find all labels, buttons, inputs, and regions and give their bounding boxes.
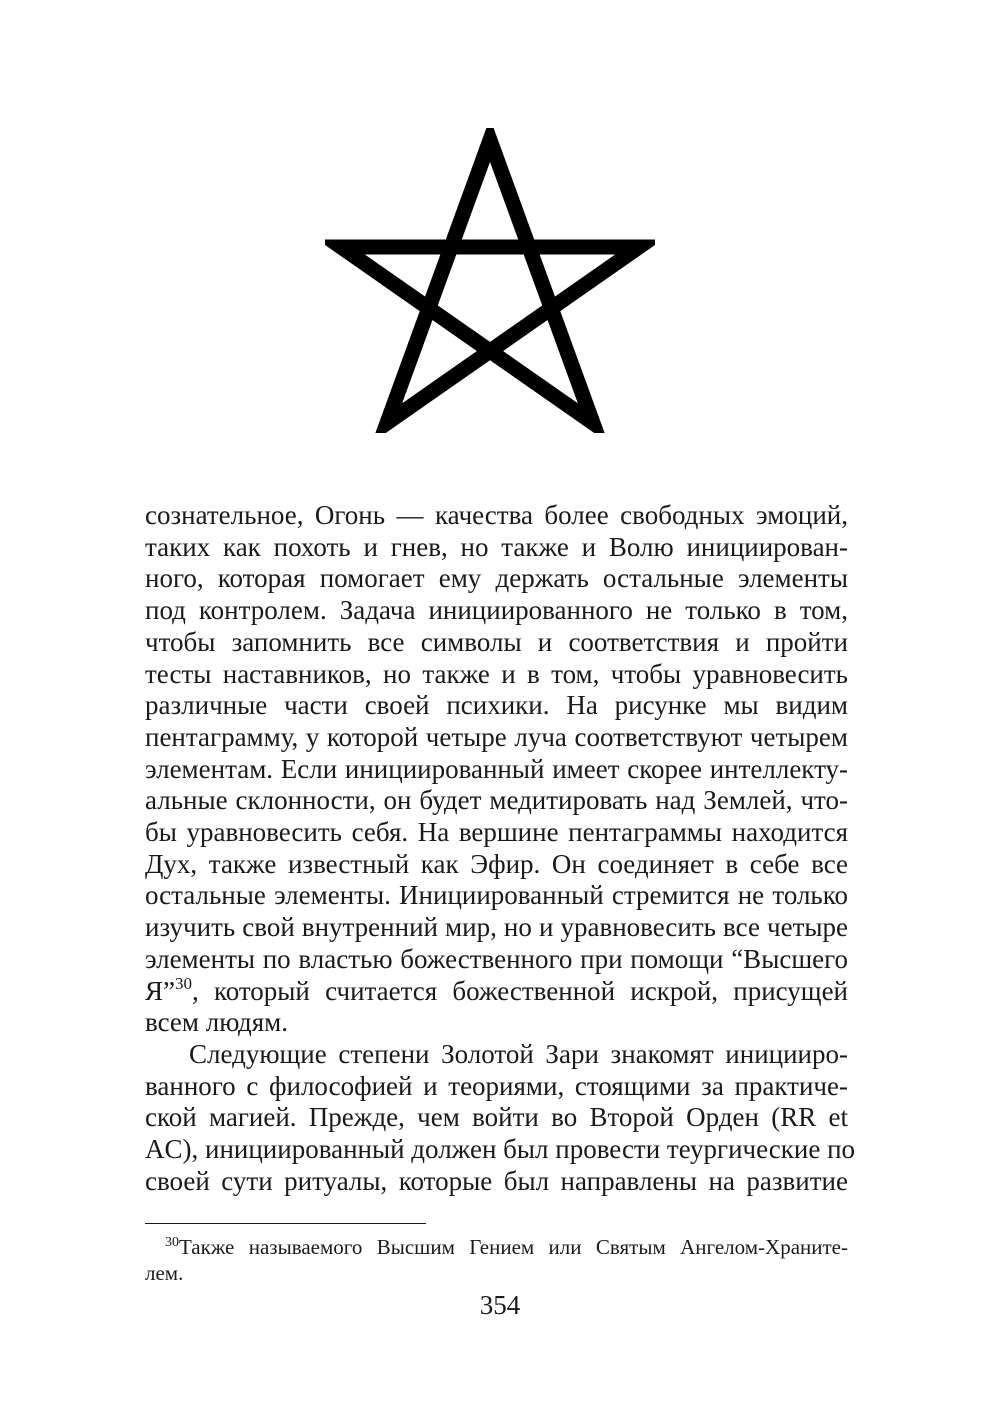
text-line-with-footnote-ref bbox=[145, 973, 848, 1008]
text-fragment: , который считается божественной искрой, присущей bbox=[192, 975, 848, 1006]
text-line: ской магией. Прежде, чем войти во Второй Орден (RR et bbox=[145, 1102, 848, 1133]
footnote-reference[interactable]: 30 bbox=[175, 973, 192, 993]
main-text bbox=[145, 500, 856, 1197]
text-line: бы уравновесить себя. На вершине пентаграммы находится bbox=[145, 817, 848, 848]
text-line: Дух, также известный как Эфир. Он соединяет в себе все bbox=[145, 848, 848, 879]
text-line: остальные элементы. Инициированный стремится не только bbox=[145, 880, 848, 911]
text-line: тесты наставников, но также и в том, чтобы уравновесить bbox=[145, 658, 848, 689]
text-line: всем людям. bbox=[145, 1007, 288, 1038]
paragraph-2 bbox=[145, 1038, 856, 1198]
page-number: 354 bbox=[479, 1290, 521, 1320]
text-line: пентаграмму, у которой четыре луча соответствуют четырем bbox=[145, 721, 848, 752]
footnote-line bbox=[145, 1234, 848, 1260]
text-line: Следующие степени Золотой Зари знакомят иницииро- bbox=[189, 1038, 848, 1069]
text-line: элементам. Если инициированный имеет скорее интеллекту- bbox=[145, 753, 848, 784]
footnote-text: Также называемого Высшим Гением или Святым Ангелом-Храните- bbox=[179, 1235, 848, 1259]
text-line: сознательное, Огонь — качества более свободных эмоций, bbox=[145, 500, 848, 530]
pentagram-figure bbox=[325, 128, 655, 433]
text-fragment: Я” bbox=[145, 975, 175, 1006]
footnote-divider bbox=[145, 1223, 426, 1224]
text-line: ного, которая помогает ему держать остальные элементы bbox=[145, 563, 848, 594]
footnote bbox=[145, 1234, 848, 1286]
text-line: под контролем. Задача инициированного не только в том, bbox=[145, 595, 848, 626]
text-line: своей сути ритуалы, которые был направлены на развитие bbox=[145, 1165, 848, 1196]
footnote-number: 30 bbox=[165, 1235, 179, 1250]
text-line: ванного с философией и теориями, стоящими за практиче- bbox=[145, 1070, 848, 1101]
paragraph-1 bbox=[145, 500, 848, 1039]
text-line: изучить свой внутренний мир, но и уравновесить все четыре bbox=[145, 912, 848, 943]
text-line: различные части своей психики. На рисунке мы видим bbox=[145, 690, 848, 721]
text-line: чтобы запомнить все символы и соответствия и пройти bbox=[145, 626, 848, 657]
footnote-line: лем. bbox=[145, 1261, 184, 1285]
text-line: таких как похоть и гнев, но также и Волю инициирован- bbox=[145, 531, 848, 562]
text-line: AC), инициированный должен был провести теургические по bbox=[145, 1134, 856, 1165]
text-line: элементы по властью божественного при помощи “Высшего bbox=[145, 943, 848, 974]
pentagram-icon bbox=[325, 128, 655, 433]
text-line: альные склонности, он будет медитировать над Землей, что- bbox=[145, 785, 848, 816]
